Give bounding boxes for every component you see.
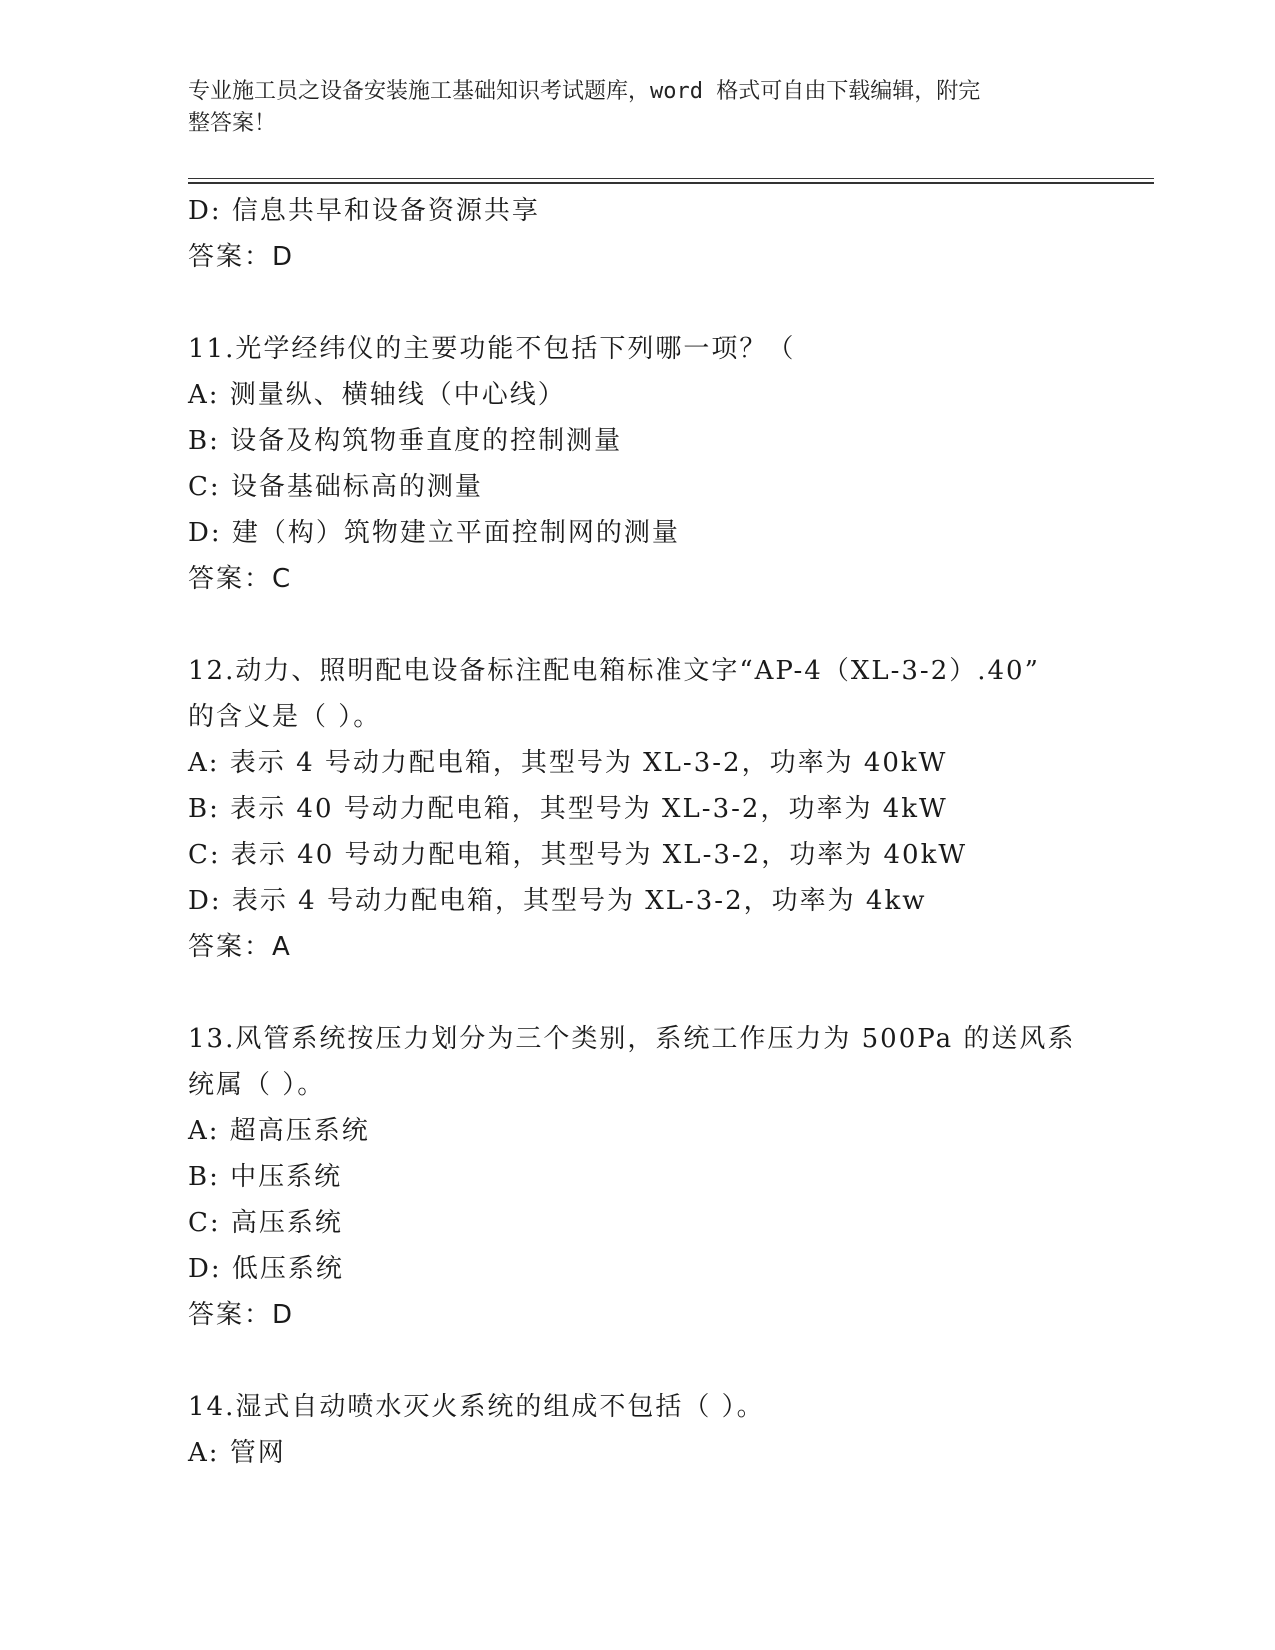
question-13-answer: 答案：D <box>188 1300 295 1330</box>
header-divider-thick <box>188 182 1154 184</box>
question-13-option-d: D: 低压系统 <box>188 1254 344 1284</box>
option-d: D: 信息共早和设备资源共享 <box>188 196 540 226</box>
question-11-stem: 11.光学经纬仪的主要功能不包括下列哪一项？（ <box>188 334 796 364</box>
question-list <box>188 188 1088 1476</box>
question-13-option-a: A: 超高压系统 <box>188 1116 370 1146</box>
answer-line: 答案：D <box>188 242 295 272</box>
question-11-option-c: C: 设备基础标高的测量 <box>188 472 483 502</box>
question-14-stem: 14.湿式自动喷水灭火系统的组成不包括（ ）。 <box>188 1392 765 1422</box>
question-13-stem-cont: 统属（ ）。 <box>188 1070 326 1100</box>
header-line-1: 专业施工员之设备安装施工基础知识考试题库，word 格式可自由下载编辑，附完 <box>188 79 981 104</box>
question-11-option-a: A: 测量纵、横轴线（中心线） <box>188 380 566 410</box>
question-12-answer: 答案：A <box>188 932 292 962</box>
question-12-option-b: B: 表示 40 号动力配电箱，其型号为 XL-3-2，功率为 4kW <box>188 794 948 824</box>
question-13-stem: 13.风管系统按压力划分为三个类别，系统工作压力为 500Pa 的送风系 <box>188 1024 1076 1054</box>
question-14-option-a: A: 管网 <box>188 1438 286 1468</box>
header-line-2: 整答案！ <box>188 111 277 136</box>
question-13-option-c: C: 高压系统 <box>188 1208 343 1238</box>
question-11-option-b: B: 设备及构筑物垂直度的控制测量 <box>188 426 623 456</box>
spacer <box>188 280 1088 326</box>
spacer <box>188 1338 1088 1384</box>
question-12-option-c: C: 表示 40 号动力配电箱，其型号为 XL-3-2，功率为 40kW <box>188 840 968 870</box>
question-11-answer: 答案：C <box>188 564 293 594</box>
question-13-option-b: B: 中压系统 <box>188 1162 343 1192</box>
document-header <box>188 76 1088 140</box>
spacer <box>188 602 1088 648</box>
header-divider-thin <box>188 178 1154 179</box>
question-12-stem-cont: 的含义是（ ）。 <box>188 702 382 732</box>
spacer <box>188 970 1088 1016</box>
question-11-option-d: D: 建（构）筑物建立平面控制网的测量 <box>188 518 680 548</box>
question-12-option-d: D: 表示 4 号动力配电箱，其型号为 XL-3-2，功率为 4kw <box>188 886 927 916</box>
question-12-option-a: A: 表示 4 号动力配电箱，其型号为 XL-3-2，功率为 40kW <box>188 748 948 778</box>
question-12-stem: 12.动力、照明配电设备标注配电箱标准文字“AP-4（XL-3-2）.40” <box>188 656 1040 686</box>
